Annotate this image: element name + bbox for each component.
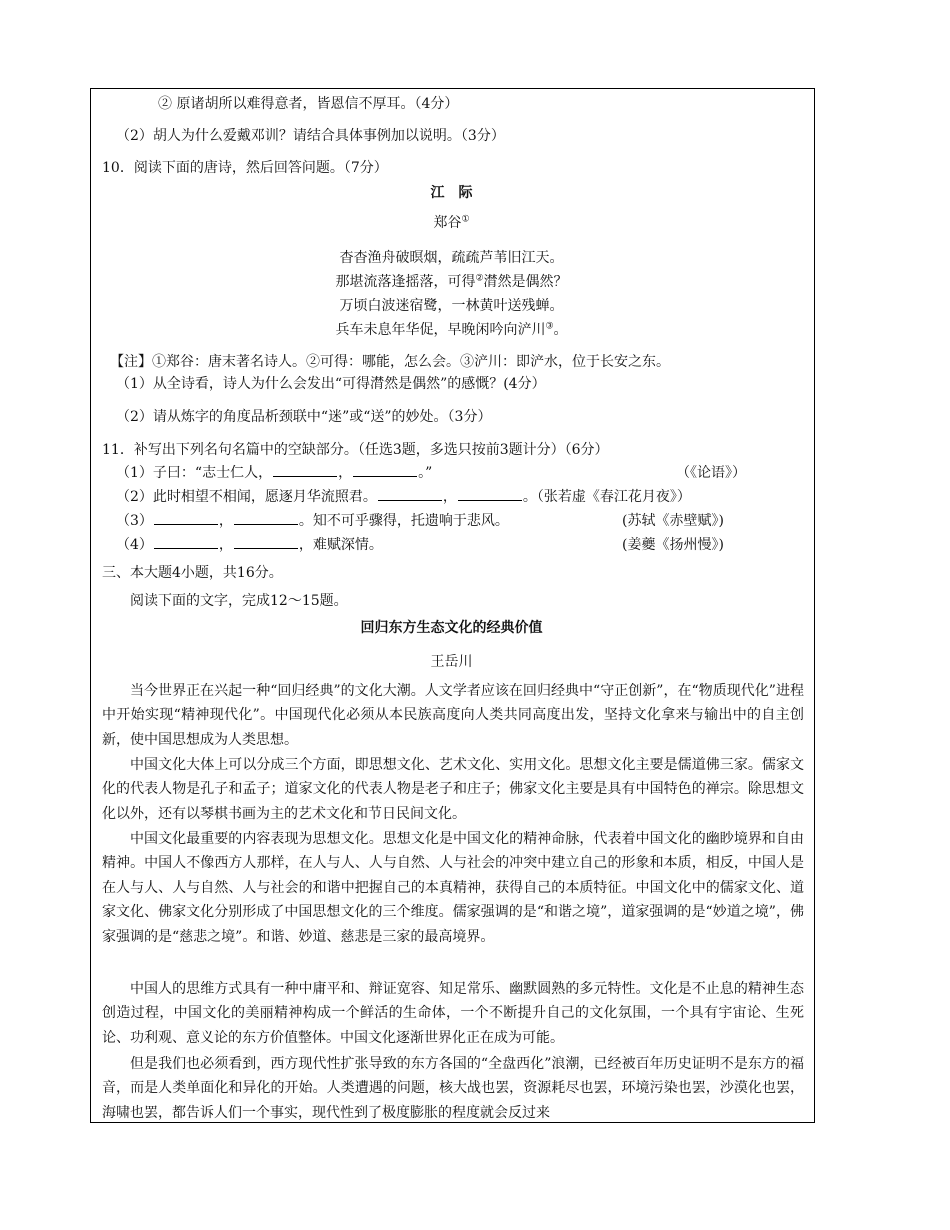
blank-field[interactable] (154, 512, 218, 525)
poem-title: 江 际 (430, 185, 473, 201)
item3-end: 。知不可乎骤得，托遗响于悲风。 (298, 513, 509, 529)
poem-line-4a: 兵车未息年华促，早晚闲吟向浐川 (335, 322, 546, 338)
item1-text: （1）子曰：“志士仁人， (116, 465, 273, 481)
q11-stem: 11．补写出下列名句名篇中的空缺部分。（任选3题，多选只按前3题计分）（6分） (102, 442, 609, 458)
blank-field[interactable] (234, 536, 298, 549)
poem-line-1: 杳杳渔舟破暝烟，疏疏芦苇旧江天。 (339, 250, 564, 266)
blank-field[interactable] (273, 464, 337, 477)
q10-stem: 10．阅读下面的唐诗，然后回答问题。（7分） (102, 160, 388, 176)
poem-note: 【注】①郑谷：唐末著名诗人。②可得：哪能，怎么会。③浐川：即浐水，位于长安之东。 (110, 354, 670, 370)
blank-field[interactable] (154, 536, 218, 549)
article-title: 回归东方生态文化的经典价值 (360, 620, 543, 636)
item1-comma: ， (338, 465, 353, 481)
item2-end: 。（张若虚《春江花月夜》） (522, 489, 691, 505)
footnote-mark-1: ① (461, 214, 470, 225)
item4-text: （4） (116, 537, 153, 553)
q11-item-4 (116, 535, 383, 555)
item3-text: （3） (116, 513, 153, 529)
article-paragraph-5: 但是我们也必须看到，西方现代性扩张导致的东方各国的“全盘西化”浪潮，已经被百年历史证明不是东方的福音，而是人类单面化和异化的开始。人类遭遇的问题，核大战也罢，资源耗尽也罢，环境污染也罢，沙漠化也罢，海啸也罢，都告诉人们一个事实，现代性到了极度膨胀的程度就会反过来 (102, 1056, 804, 1121)
item2-text: （2）此时相望不相闻，愿逐月华流照君。 (116, 489, 377, 505)
q10-question-2: （2）请从炼字的角度品析颈联中“迷”或“送”的妙处。（3分） (116, 409, 492, 425)
article-author: 王岳川 (430, 654, 473, 670)
item4-comma: ， (218, 537, 233, 553)
poem-line-4 (90, 320, 813, 340)
q11-item-3 (116, 511, 509, 531)
blank-field[interactable] (378, 488, 442, 501)
q9-question-b: （2）胡人为什么爱戴邓训？请结合具体事例加以说明。（3分） (116, 128, 505, 144)
article-paragraph-2: 中国文化大体上可以分成三个方面，即思想文化、艺术文化、实用文化。思想文化主要是儒道佛三家。儒家文化的代表人物是孔子和孟子；道家文化的代表人物是老子和庄子；佛家文化主要是具有中国特色的禅宗。除思想文化以外，还有以琴棋书画为主的艺术文化和节日民间文化。 (102, 757, 804, 822)
item1-end: 。” (418, 465, 433, 481)
item2-comma: ， (442, 489, 457, 505)
blank-field[interactable] (458, 488, 522, 501)
q11-item-1-source: （《论语》） (676, 465, 746, 481)
item4-end: ，难赋深情。 (298, 537, 383, 553)
article-paragraph-4: 中国人的思维方式具有一种中庸平和、辩证宽容、知足常乐、幽默圆熟的多元特性。文化是不止息的精神生态创造过程，中国文化的美丽精神构成一个鲜活的生命体，一个不断提升自己的文化氛围，一个具有宇宙论、生死论、功利观、意义论的东方价值整体。中国文化逐渐世界化正在成为可能。 (102, 981, 804, 1046)
poem-line-2 (90, 272, 813, 292)
q11-item-4-source: (姜夔《扬州慢》) (622, 537, 724, 553)
poem-line-3: 万顷白波迷宿鹭，一林黄叶送残蝉。 (339, 298, 564, 314)
poem-line-4-end: 。 (553, 322, 568, 338)
poem-line-2a: 那堪流落逢摇落，可得 (335, 274, 476, 290)
q9-sub2: ② 原诸胡所以难得意者，皆恩信不厚耳。（4分） (158, 96, 459, 112)
footnote-mark-3: ③ (545, 321, 554, 332)
poem-line-2b: 潸然是偶然？ (483, 274, 568, 290)
reading-intro: 阅读下面的文字，完成12～15题。 (130, 593, 348, 609)
article-paragraph-3: 中国文化最重要的内容表现为思想文化。思想文化是中国文化的精神命脉，代表着中国文化的幽眇境界和自由精神。中国人不像西方人那样，在人与人、人与自然、人与社会的冲突中建立自己的形象和本质，相反，中国人是在人与人、人与自然、人与社会的和谐中把握自己的本真精神，获得自己的本质特征。中国文化中的儒家文化、道家文化、佛家文化分别形成了中国思想文化的三个维度。儒家强调的是“和谐之境”，道家强调的是“妙道之境”，佛家强调的是“慈悲之境”。和谐、妙道、慈悲是三家的最高境界。 (102, 831, 804, 945)
q10-question-1: （1）从全诗看，诗人为什么会发出“可得潸然是偶然”的感慨？(4分） (116, 376, 546, 392)
q11-item-3-source: (苏轼《赤壁赋》) (622, 513, 724, 529)
poem-author: 郑谷 (433, 215, 462, 231)
item3-comma: ， (218, 513, 233, 529)
blank-field[interactable] (234, 512, 298, 525)
poem-author-line (90, 213, 813, 233)
footnote-mark-2: ② (475, 273, 484, 284)
section-three-heading: 三、本大题4小题，共16分。 (102, 565, 283, 581)
blank-field[interactable] (353, 464, 417, 477)
article-paragraph-1: 当今世界正在兴起一种“回归经典”的文化大潮。人文学者应该在回归经典中“守正创新”，在“物质现代化”进程中开始实现“精神现代化”。中国现代化必须从本民族高度向人类共同高度出发，坚持文化拿来与输出中的自主创新，使中国思想成为人类思想。 (102, 683, 804, 748)
q11-item-1 (116, 463, 432, 483)
q11-item-2 (116, 487, 691, 507)
